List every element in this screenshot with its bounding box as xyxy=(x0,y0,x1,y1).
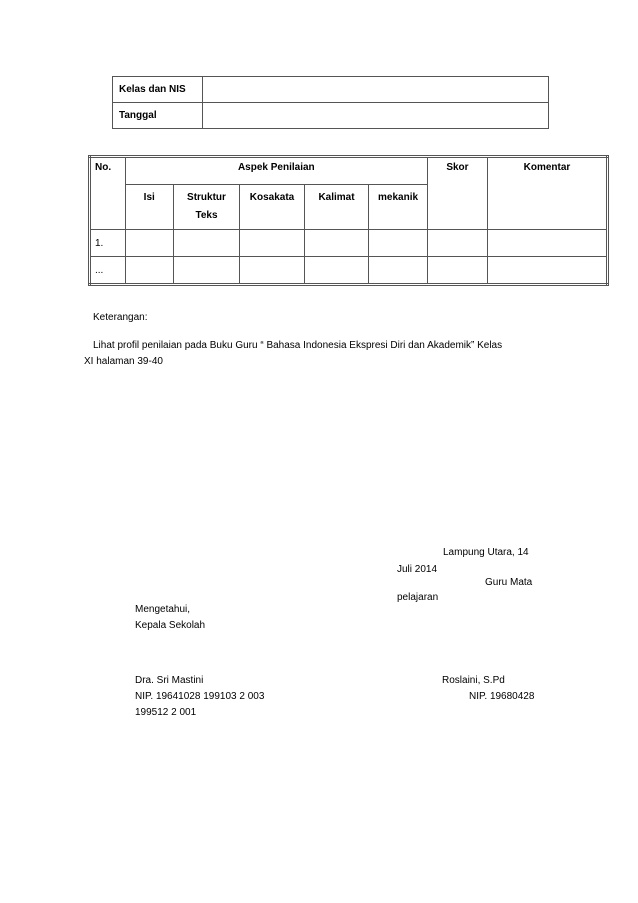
teacher-title-line-2: pelajaran xyxy=(397,592,439,603)
acknowledge-label: Mengetahui, xyxy=(135,604,191,615)
header-score: Skor xyxy=(427,157,487,230)
place-date-line-2: Juli 2014 xyxy=(397,564,438,575)
place-date-line-1: Lampung Utara, 14 xyxy=(443,547,529,558)
notes-title: Keterangan: xyxy=(93,312,148,323)
date-row xyxy=(113,103,549,129)
header-row xyxy=(90,157,608,185)
subheader-sentence: Kalimat xyxy=(304,185,368,230)
subheader-structure: Struktur Teks xyxy=(173,185,239,230)
teacher-nip-line-1: NIP. 19680428 xyxy=(469,691,535,702)
class-label: Kelas dan NIS xyxy=(113,77,203,103)
teacher-name: Roslaini, S.Pd xyxy=(442,675,505,686)
date-label: Tanggal xyxy=(113,103,203,129)
class-value xyxy=(203,77,549,103)
table-row xyxy=(90,230,608,257)
notes-line-1: Lihat profil penilaian pada Buku Guru “ Bahasa Indonesia Ekspresi Diri dan Akademik” Kelas xyxy=(93,340,503,351)
header-comment: Komentar xyxy=(487,157,607,230)
header-no: No. xyxy=(90,157,126,230)
notes-line-2: XI halaman 39-40 xyxy=(84,356,163,367)
assessment-table xyxy=(88,155,609,286)
teacher-nip-line-2: 199512 2 001 xyxy=(135,707,197,718)
principal-name: Dra. Sri Mastini xyxy=(135,675,204,686)
principal-nip: NIP. 19641028 199103 2 003 xyxy=(135,691,265,702)
subheader-vocabulary: Kosakata xyxy=(240,185,305,230)
subheader-mechanics: mekanik xyxy=(369,185,428,230)
identity-table xyxy=(112,76,549,129)
row-number: 1. xyxy=(90,230,126,257)
row-number: ... xyxy=(90,257,126,285)
class-row xyxy=(113,77,549,103)
table-row xyxy=(90,257,608,285)
subheader-isi: Isi xyxy=(125,185,173,230)
date-value xyxy=(203,103,549,129)
teacher-title-line-1: Guru Mata xyxy=(485,577,533,588)
header-aspect: Aspek Penilaian xyxy=(125,157,427,185)
principal-title: Kepala Sekolah xyxy=(135,620,206,631)
